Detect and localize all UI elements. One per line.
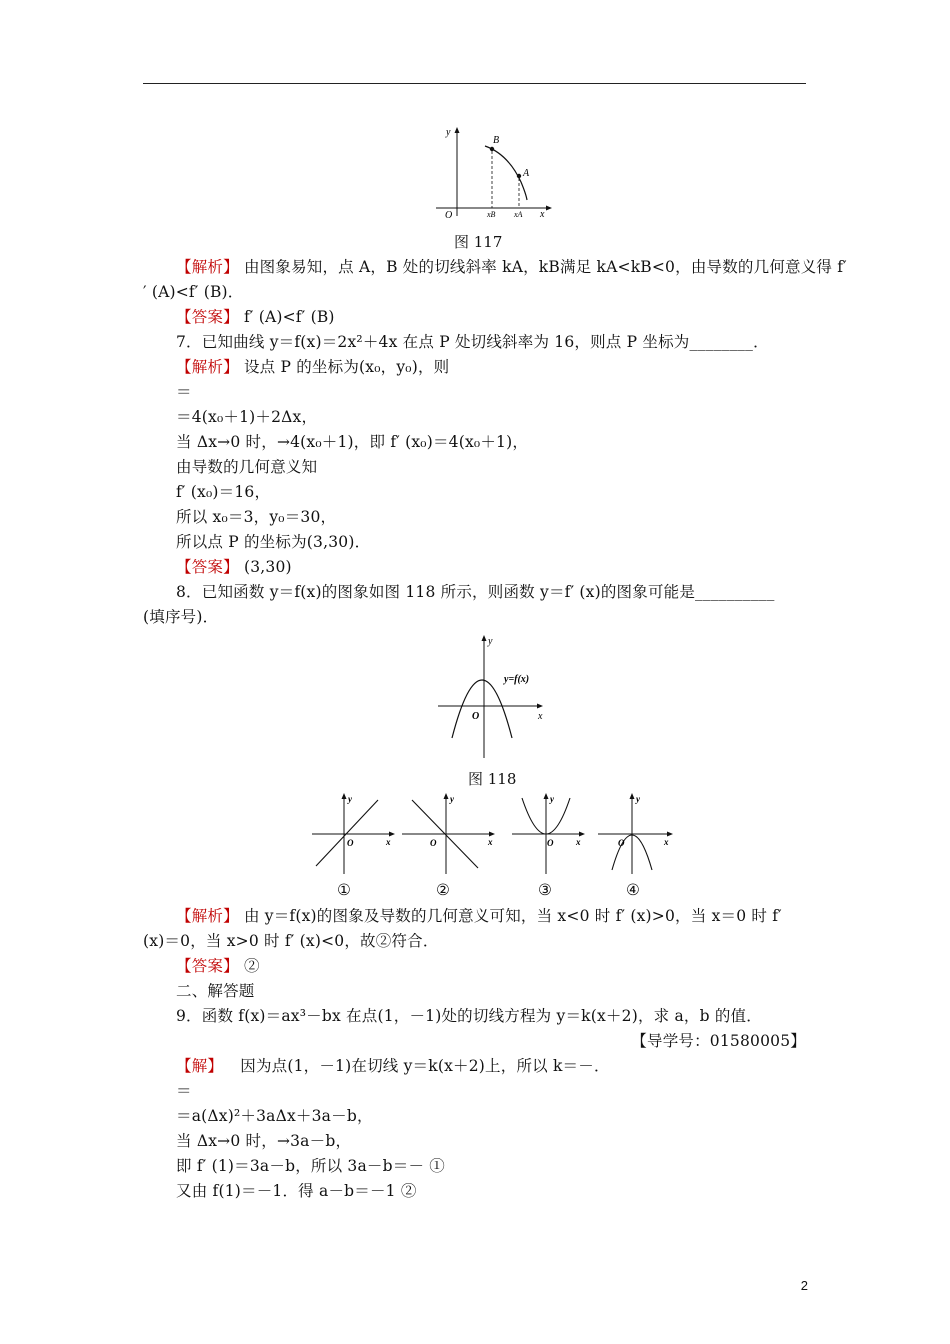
answer-tag: 【答案】 xyxy=(176,308,239,326)
svg-text:O: O xyxy=(347,838,354,848)
section-heading: 二、解答题 xyxy=(176,982,255,1000)
q7-analysis-text-1: 设点 P 的坐标为(x₀，y₀)，则 xyxy=(243,358,450,376)
option-2-label: ② xyxy=(436,881,451,899)
q7-answer xyxy=(176,557,292,577)
analysis-tag: 【解析】 xyxy=(176,907,239,925)
svg-text:x: x xyxy=(664,837,669,847)
q6-analysis-line-1 xyxy=(176,257,847,277)
solution-tag: 【解】 xyxy=(176,1057,224,1075)
option-4-graph xyxy=(596,790,680,880)
origin-label: O xyxy=(445,210,453,220)
svg-text:x: x xyxy=(576,837,581,847)
xb-label: xB xyxy=(487,210,496,219)
svg-text:x: x xyxy=(386,837,391,847)
curve-label: y=f(x) xyxy=(504,674,530,685)
q8-stem-line-2: (填序号)． xyxy=(143,608,219,626)
q8-answer xyxy=(176,956,260,976)
svg-text:O: O xyxy=(430,838,437,848)
q9-solution-line-2: ＝ xyxy=(176,1082,192,1100)
q9-solution-line-1 xyxy=(176,1056,610,1076)
q8-stem-line-1: 8．已知函数 y＝f(x)的图象如图 118 所示，则函数 y＝f′ (x)的图象可能是__________ xyxy=(176,583,775,601)
analysis-tag: 【解析】 xyxy=(176,358,239,376)
figure-118-caption: 图 118 xyxy=(468,770,517,788)
figure-117-caption: 图 117 xyxy=(454,233,503,251)
analysis-tag: 【解析】 xyxy=(176,258,239,276)
page-number: 2 xyxy=(800,1278,808,1293)
q9-solution-line-3: ＝a(Δx)²＋3aΔx＋3a－b， xyxy=(176,1107,373,1125)
option-1-graph xyxy=(310,790,400,880)
q9-reference: 【导学号：01580005】 xyxy=(631,1032,806,1050)
q6-analysis-line-2: ′ (A)<f′ (B)． xyxy=(143,283,244,301)
x-axis-label: x xyxy=(538,711,543,722)
y-axis-label: y xyxy=(488,636,493,647)
option-3-label: ③ xyxy=(538,881,553,899)
q7-analysis-line-5: 由导数的几何意义知 xyxy=(176,458,318,476)
svg-text:O: O xyxy=(547,838,554,848)
svg-text:y: y xyxy=(636,794,640,804)
figure-117-graph xyxy=(428,124,558,220)
q7-analysis-line-1 xyxy=(176,357,449,377)
option-3-graph xyxy=(510,790,590,880)
q7-stem: 7．已知曲线 y＝f(x)＝2x²＋4x 在点 P 处切线斜率为 16，则点 P 坐标为________． xyxy=(176,333,769,351)
option-1-label: ① xyxy=(337,881,352,899)
point-a-label: A xyxy=(523,168,530,179)
figure-118-graph xyxy=(434,632,554,762)
header-rule xyxy=(143,83,806,84)
xa-label: xA xyxy=(514,210,523,219)
q7-analysis-line-8: 所以点 P 的坐标为(3,30)． xyxy=(176,533,371,551)
q6-answer-text: f′ (A)<f′ (B) xyxy=(243,308,335,326)
svg-text:y: y xyxy=(348,794,352,804)
q8-answer-text: ② xyxy=(243,957,260,975)
q9-solution-text-1: 因为点(1，－1)在切线 y＝k(x＋2)上，所以 k＝－． xyxy=(240,1057,610,1075)
svg-text:O: O xyxy=(618,838,625,848)
svg-text:x: x xyxy=(488,837,493,847)
q7-analysis-line-3: ＝4(x₀＋1)＋2Δx， xyxy=(176,408,318,426)
q9-solution-line-6: 又由 f(1)＝－1．得 a－b＝－1 ② xyxy=(176,1182,417,1200)
q7-analysis-line-2: ＝ xyxy=(176,383,192,401)
y-axis-label: y xyxy=(446,127,451,138)
q6-analysis-text-1: 由图象易知，点 A，B 处的切线斜率 kA，kB满足 kA<kB<0，由导数的几何意义得 f′ xyxy=(243,258,847,276)
q6-answer xyxy=(176,307,335,327)
q9-solution-line-4: 当 Δx→0 时，→3a－b， xyxy=(176,1132,352,1150)
svg-text:y: y xyxy=(550,794,554,804)
option-2-graph xyxy=(400,790,500,880)
q8-analysis-text-1: 由 y＝f(x)的图象及导数的几何意义可知，当 x<0 时 f′ (x)>0，当 x＝0 时 f′ xyxy=(243,907,782,925)
option-4-label: ④ xyxy=(626,881,641,899)
q9-stem: 9．函数 f(x)＝ax³－bx 在点(1，－1)处的切线方程为 y＝k(x＋2)，求 a，b 的值． xyxy=(176,1007,762,1025)
q7-analysis-line-4: 当 Δx→0 时，→4(x₀＋1)，即 f′ (x₀)＝4(x₀＋1)， xyxy=(176,433,529,451)
origin-label: O xyxy=(472,711,480,722)
q8-analysis-line-2: (x)＝0，当 x>0 时 f′ (x)<0，故②符合． xyxy=(143,932,439,950)
q7-analysis-line-6: f′ (x₀)＝16， xyxy=(176,483,271,501)
q9-solution-line-5: 即 f′ (1)＝3a－b，所以 3a－b＝－ ① xyxy=(176,1157,445,1175)
answer-tag: 【答案】 xyxy=(176,558,239,576)
svg-text:y: y xyxy=(450,794,454,804)
q8-analysis-line-1 xyxy=(176,906,782,926)
point-b-label: B xyxy=(493,135,500,146)
answer-tag: 【答案】 xyxy=(176,957,239,975)
q7-analysis-line-7: 所以 x₀＝3，y₀＝30， xyxy=(176,508,337,526)
x-axis-label: x xyxy=(540,209,545,220)
q7-answer-text: (3,30) xyxy=(243,558,292,576)
